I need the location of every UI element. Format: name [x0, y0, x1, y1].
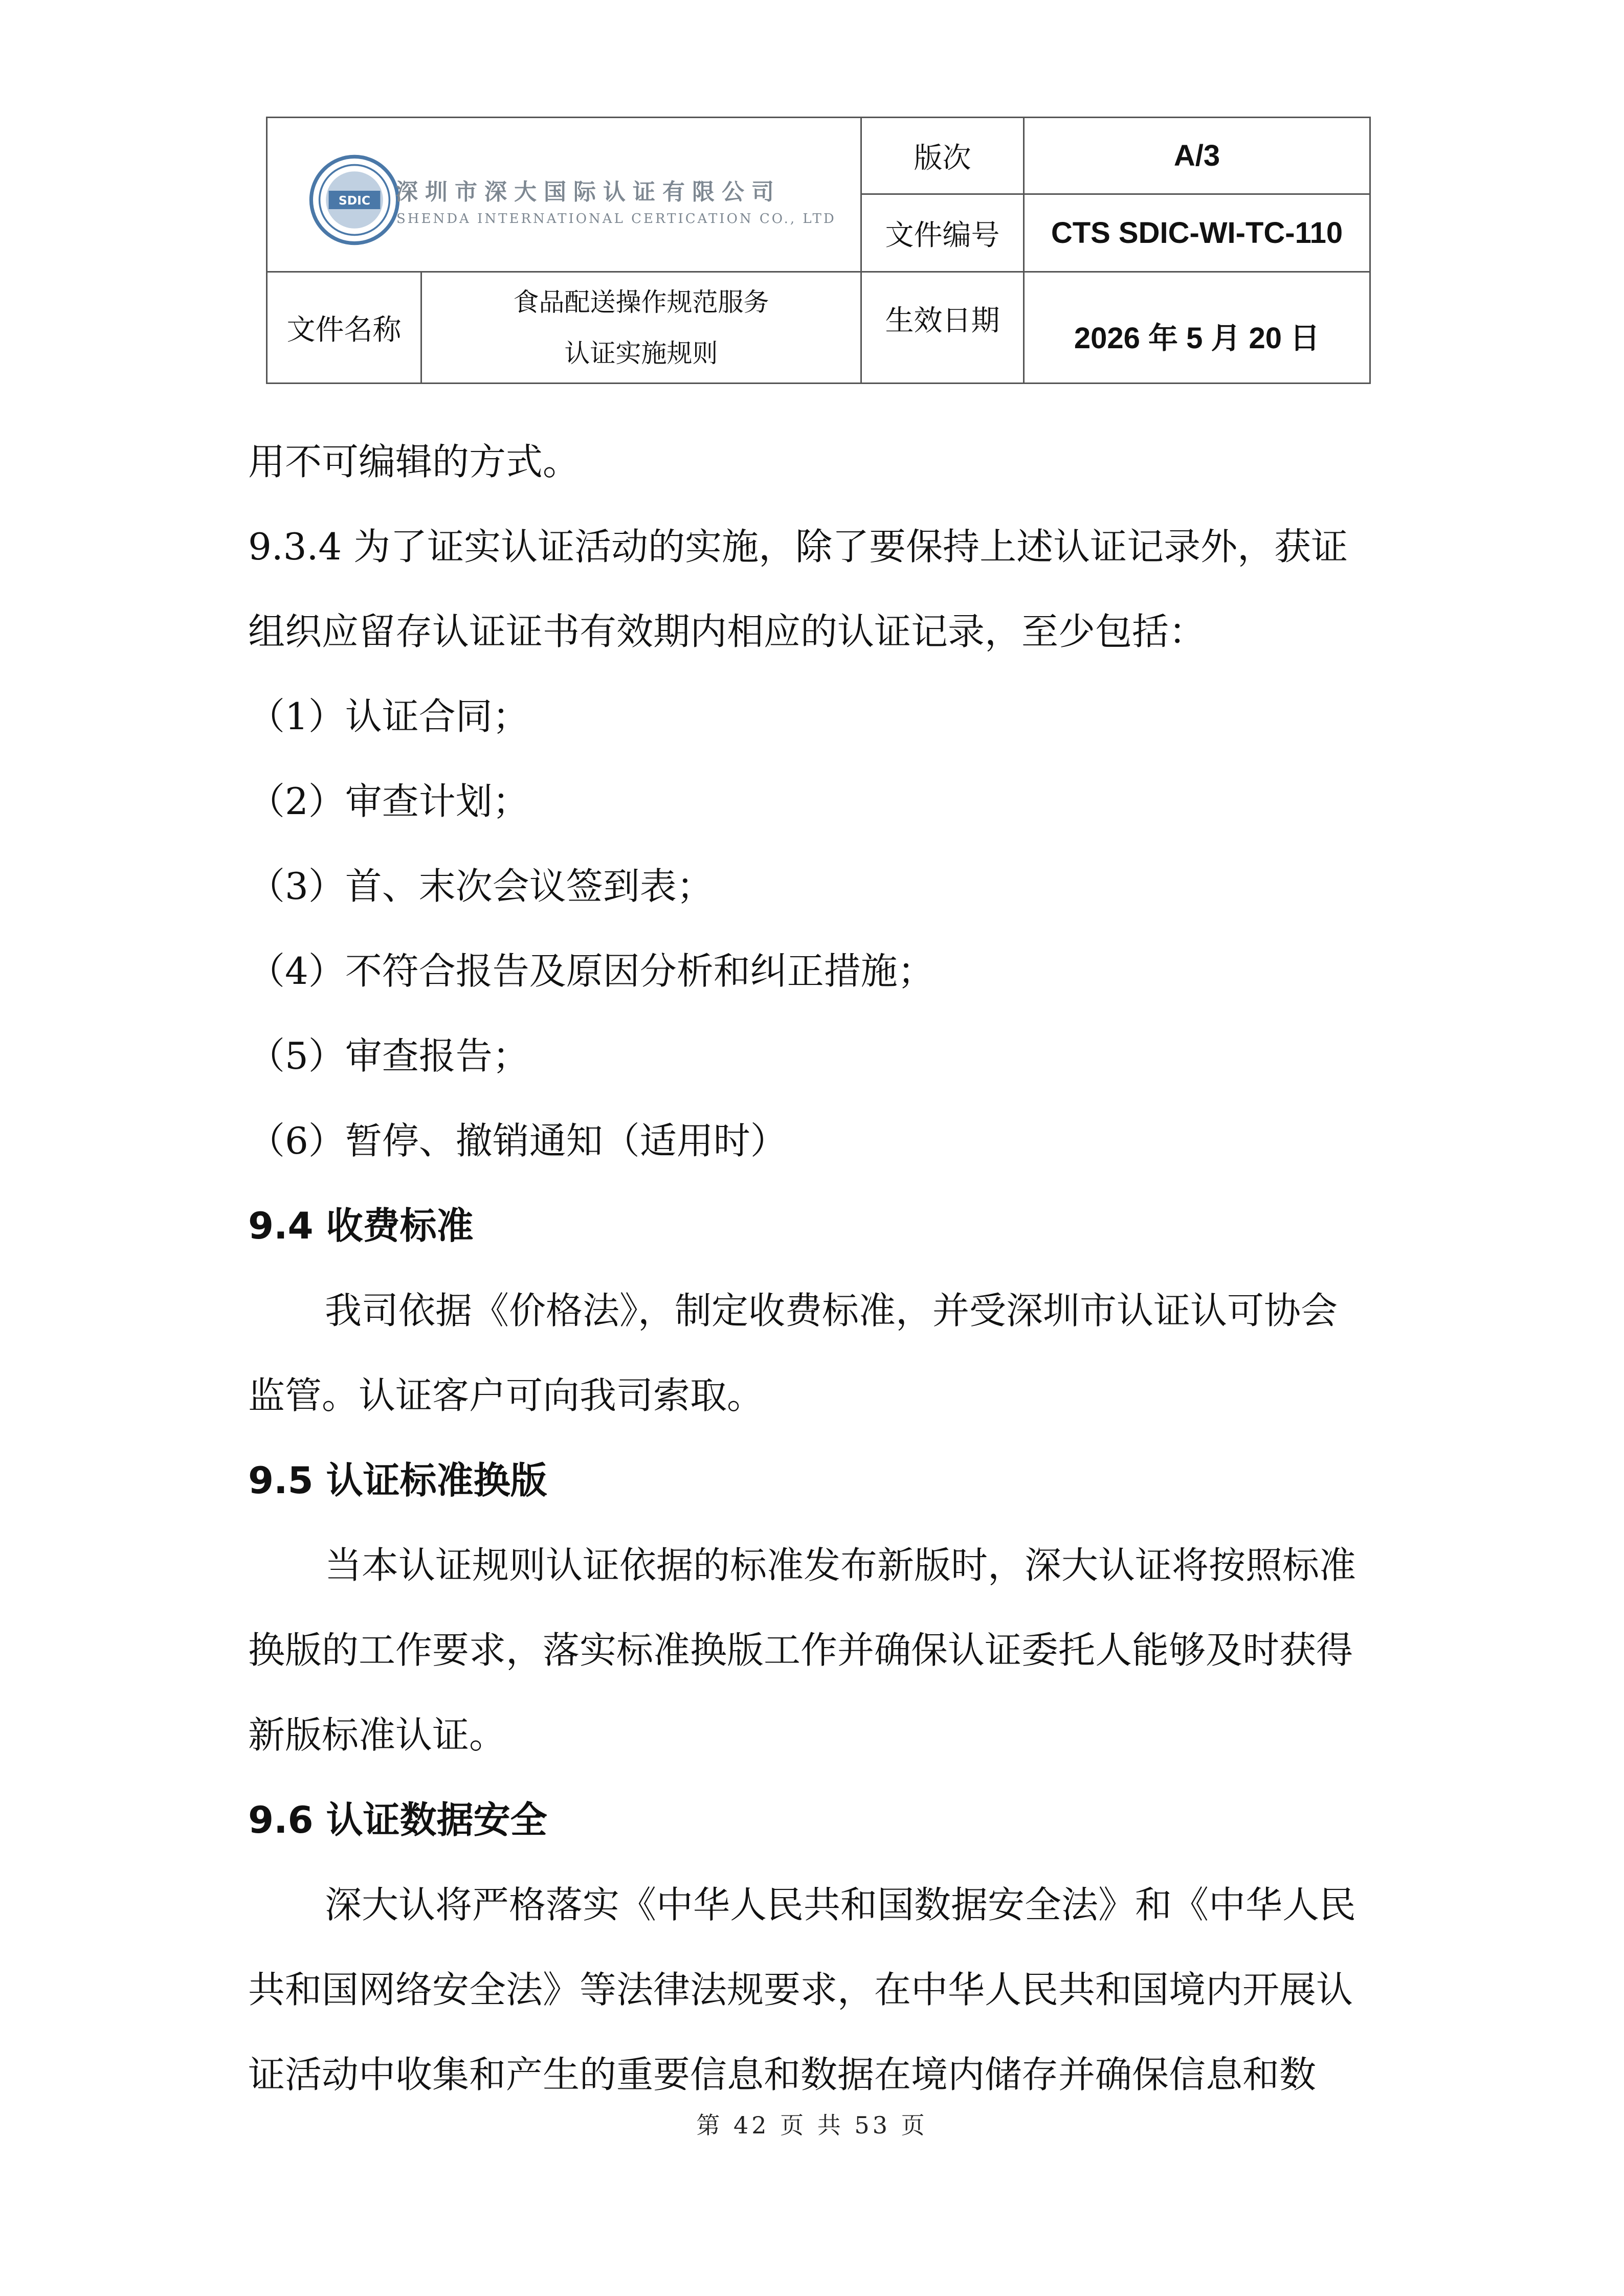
company-logo — [308, 154, 871, 241]
company-name-cn: 深圳市深大国际认证有限公司 — [395, 179, 781, 205]
sdic-emblem-icon — [308, 154, 401, 246]
doc-name-value — [421, 272, 861, 384]
effective-date-label: 生效日期 — [861, 272, 1024, 384]
body-line: 组织应留存认证证书有效期内相应的认证记录，至少包括： — [248, 610, 1206, 653]
body-line: 共和国网络安全法》等法律法规要求，在中华人民共和国境内开展认 — [248, 1968, 1353, 2011]
body-line: 监管。认证客户可向我司索取。 — [248, 1374, 764, 1417]
body-line: 9.3.4 为了证实认证活动的实施，除了要保持上述认证记录外，获证 — [248, 525, 1348, 568]
section-heading-9-5: 9.5 认证标准换版 — [248, 1459, 547, 1502]
page-number: 第 42 页 共 53 页 — [696, 2111, 928, 2139]
company-logo-cell — [267, 118, 861, 272]
doc-name-line-2: 认证实施规则 — [564, 338, 718, 368]
list-item: （6）暂停、撤销通知（适用时） — [248, 1119, 787, 1162]
document-header-table — [266, 117, 1371, 384]
emblem-label: SDIC — [338, 193, 371, 208]
list-item: （3）首、末次会议签到表； — [248, 865, 714, 908]
doc-number-value: CTS SDIC-WI-TC-110 — [1024, 194, 1370, 272]
section-heading-9-4: 9.4 收费标准 — [248, 1204, 474, 1247]
list-item: （1）认证合同； — [248, 695, 529, 738]
list-item: （2）审查计划； — [248, 780, 529, 823]
doc-name-label: 文件名称 — [267, 272, 421, 384]
company-name-en: SHENDA INTERNATIONAL CERTICATION CO., LTD — [396, 211, 836, 227]
body-line: 当本认证规则认证依据的标准发布新版时，深大认证将按照标准 — [325, 1544, 1356, 1587]
version-label: 版次 — [861, 118, 1024, 194]
body-line: 我司依据《价格法》，制定收费标准，并受深圳市认证认可协会 — [325, 1289, 1338, 1332]
section-heading-9-6: 9.6 认证数据安全 — [248, 1798, 547, 1841]
doc-number-label: 文件编号 — [861, 194, 1024, 272]
body-line: 新版标准认证。 — [248, 1714, 506, 1757]
list-item: （5）审查报告； — [248, 1034, 529, 1077]
effective-date-value: 2026 年 5 月 20 日 — [1024, 272, 1370, 384]
document-body — [248, 419, 1399, 2117]
body-line: 用不可编辑的方式。 — [248, 440, 580, 483]
list-item: （4）不符合报告及原因分析和纠正措施； — [248, 950, 935, 993]
body-line: 证活动中收集和产生的重要信息和数据在境内储存并确保信息和数 — [248, 2053, 1317, 2096]
body-line: 换版的工作要求，落实标准换版工作并确保认证委托人能够及时获得 — [248, 1629, 1353, 1672]
body-line: 深大认将严格落实《中华人民共和国数据安全法》和《中华人民 — [325, 1883, 1356, 1926]
version-value: A/3 — [1024, 118, 1370, 194]
doc-name-line-1: 食品配送操作规范服务 — [513, 287, 769, 317]
